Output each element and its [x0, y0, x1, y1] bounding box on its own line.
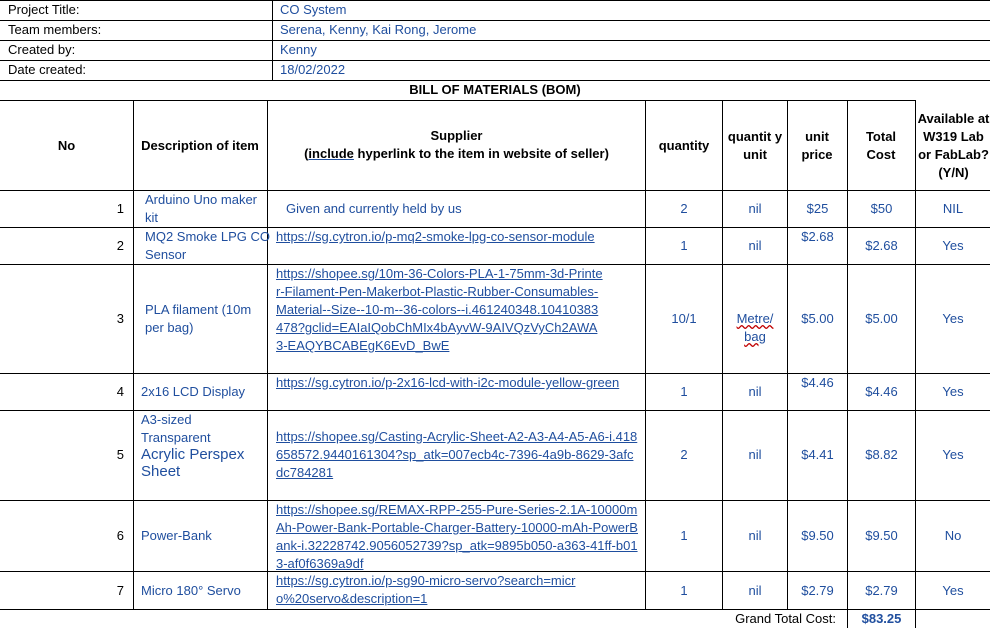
row-total-cost: $8.82 [865, 447, 898, 462]
grand-total-value: $83.25 [861, 611, 902, 626]
team-label: Team members: [8, 22, 102, 37]
row-quantity: 1 [680, 528, 688, 543]
grand-total-label: Grand Total Cost: [735, 611, 836, 626]
bom-title: BILL OF MATERIALS (BOM) [409, 82, 581, 97]
project-title-label: Project Title: [8, 2, 80, 17]
row-available: Yes [942, 384, 964, 399]
row-description: PLA filament (10m per bag) [145, 302, 252, 335]
row-unit-price: $25 [806, 201, 829, 216]
row-quantity-unit: nil [748, 447, 762, 462]
row-unit-price: $9.50 [801, 528, 834, 543]
row-total-cost: $4.46 [865, 384, 898, 399]
grid-line [133, 100, 134, 609]
grid-line [0, 609, 990, 610]
row-supplier-link[interactable]: https://shopee.sg/REMAX-RPP-255-Pure-Series-2.1A-10000mAh-Power-Bank-Portable-Charger-Battery-10000-mAh-PowerBank-i.32228742.9056052739?sp_atk=9895b050-a363-41ff-b013-af0f6369a9df [276, 502, 638, 571]
row-quantity-unit: nil [748, 201, 762, 216]
row-quantity: 2 [680, 201, 688, 216]
row-description-b: Acrylic Perspex Sheet [141, 446, 245, 480]
row-no: 1 [116, 201, 124, 216]
row-no: 7 [116, 583, 124, 598]
row-available: Yes [942, 311, 964, 326]
created-by-value: Kenny [280, 42, 317, 57]
header-total-cost: Total Cost [865, 128, 897, 162]
team-value: Serena, Kenny, Kai Rong, Jerome [280, 22, 477, 37]
grid-line [0, 0, 990, 1]
grid-line [267, 100, 268, 609]
row-supplier: Given and currently held by us [286, 201, 462, 216]
row-unit-price: $5.00 [801, 311, 834, 326]
row-description: Arduino Uno maker kit [145, 192, 257, 225]
row-total-cost: $50 [870, 201, 893, 216]
row-no: 3 [116, 311, 124, 326]
row-no: 5 [116, 447, 124, 462]
row-description: MQ2 Smoke LPG CO Sensor [145, 229, 270, 262]
header-supplier-rest: hyperlink to the item in website of seller) [353, 146, 609, 161]
row-total-cost: $2.79 [865, 583, 898, 598]
row-supplier-link[interactable]: https://shopee.sg/10m-36-Colors-PLA-1-75mm-3d-Printer-Filament-Pen-Makerbot-Plastic-Rubber-Consumables-Material--Size--10-m--36-colors--i.461240348.10410383478?gclid=EAIaIQobChMIx4bAyvW-9AIVQzVyCh2AWA3-EAQYBCABEgK6EvD_BwE [276, 266, 603, 353]
header-supplier [268, 127, 645, 163]
grid-line [0, 60, 990, 61]
row-no: 2 [116, 238, 124, 253]
row-no: 6 [116, 528, 124, 543]
row-description: 2x16 LCD Display [141, 384, 246, 399]
header-no: No [57, 137, 76, 153]
row-available: Yes [942, 238, 964, 253]
row-unit-price: $2.68 [801, 229, 834, 244]
row-available: Yes [942, 583, 964, 598]
row-quantity-unit: nil [748, 528, 762, 543]
row-quantity-unit: nil [748, 583, 762, 598]
row-supplier-link[interactable]: https://sg.cytron.io/p-sg90-micro-servo?search=micro%20servo&description=1 [276, 573, 576, 606]
grid-line [915, 100, 916, 628]
row-quantity: 10/1 [671, 311, 697, 326]
row-quantity-unit: nil [748, 384, 762, 399]
row-total-cost: $9.50 [865, 528, 898, 543]
date-value: 18/02/2022 [280, 62, 346, 77]
header-supplier-line2 [268, 145, 645, 163]
row-unit-price: $4.46 [801, 375, 834, 390]
row-available: No [944, 528, 962, 543]
row-supplier-link[interactable]: https://shopee.sg/Casting-Acrylic-Sheet-A2-A3-A4-A5-A6-i.418658572.9440161304?sp_atk=007ecb4c-7396-4a9b-8629-3afcdc784281 [276, 429, 638, 480]
row-description: Power-Bank [141, 528, 212, 543]
header-quantity: quantity [658, 137, 710, 153]
header-unit-price: unit price [801, 128, 833, 162]
row-no: 4 [116, 384, 124, 399]
row-supplier-link[interactable]: https://sg.cytron.io/p-2x16-lcd-with-i2c-module-yellow-green [276, 375, 620, 390]
grid-line [0, 40, 990, 41]
row-total-cost: $2.68 [865, 238, 898, 253]
created-by-label: Created by: [8, 42, 76, 57]
row-description: Micro 180° Servo [141, 583, 241, 598]
row-quantity: 1 [680, 384, 688, 399]
grid-line [847, 100, 848, 628]
paren-open: ( [304, 146, 309, 161]
header-supplier-line1: Supplier [430, 128, 483, 143]
header-quantity-unit: quantit y unit [727, 128, 783, 162]
row-supplier-link[interactable]: https://sg.cytron.io/p-mq2-smoke-lpg-co-sensor-module [276, 229, 595, 244]
row-quantity: 1 [680, 583, 688, 598]
row-available: NIL [942, 201, 964, 216]
row-description-a: A3-sized Transparent [141, 412, 211, 445]
grid-line [0, 20, 990, 21]
row-quantity-unit: Metre/ bag [736, 311, 774, 344]
date-label: Date created: [8, 62, 87, 77]
header-description: Description of item [141, 137, 259, 153]
row-available: Yes [942, 447, 964, 462]
row-unit-price: $2.79 [801, 583, 834, 598]
row-quantity-unit: nil [748, 238, 762, 253]
include-word: include [308, 146, 354, 161]
header-available: Available at W319 Lab or FabLab? (Y/N) [917, 110, 990, 180]
row-total-cost: $5.00 [865, 311, 898, 326]
project-title-value: CO System [280, 2, 347, 17]
row-unit-price: $4.41 [801, 447, 834, 462]
row-quantity: 1 [680, 238, 688, 253]
grid-line [272, 0, 273, 80]
row-quantity: 2 [680, 447, 688, 462]
